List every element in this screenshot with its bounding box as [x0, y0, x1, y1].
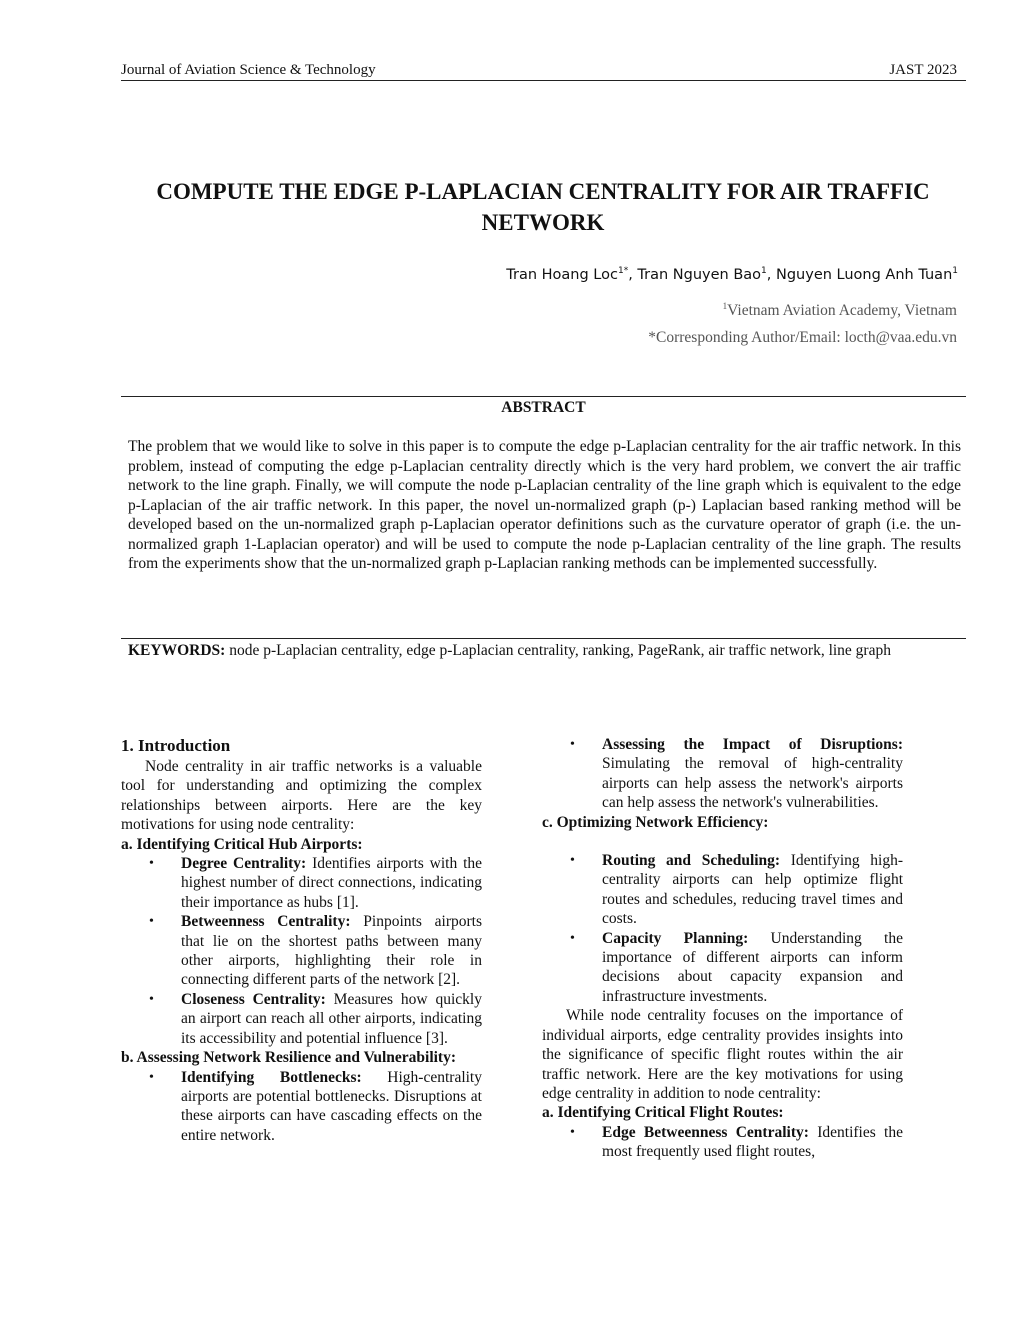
subheading: a. Identifying Critical Flight Routes:	[542, 1104, 784, 1122]
list-item	[542, 735, 903, 813]
list-item-term: Capacity Planning:	[602, 929, 749, 947]
bullet-list	[121, 854, 482, 1048]
abstract-top-rule	[121, 396, 966, 397]
list-item	[121, 990, 482, 1048]
keywords-label: KEYWORDS:	[128, 642, 226, 659]
bullet-icon: •	[149, 914, 154, 930]
bullet-icon: •	[570, 930, 575, 946]
bullet-icon: •	[570, 1124, 575, 1140]
list-item-term: Routing and Scheduling:	[602, 852, 781, 870]
list-item	[542, 1123, 903, 1162]
author-affil-mark: 1	[761, 266, 767, 276]
affiliation-mark: 1	[722, 301, 728, 311]
abstract-body: The problem that we would like to solve in this paper is to compute the edge p-Laplacian centrality for the air traffic network. In this problem, instead of computing the edge p-Laplacian centrality directly which is the very hard problem, we convert the air traffic network to the line graph. Finally, we will compute the node p-Laplacian centrality of the line graph which is equivalent to the edge p-Laplacian of the air traffic network. In this paper, the novel un-normalized graph (p-) Laplacian based ranking method will be developed based on the un-normalized graph p-Laplacian operator definitions such as the curvature operator of graph (i.e. the un-normalized graph 1-Laplacian operator) and will be used to compute the node p-Laplacian centrality of the line graph. The results from the experiments show that the un-normalized graph p-Laplacian ranking methods can be implemented successfully.	[128, 438, 961, 572]
corresponding-author: *Corresponding Author/Email: locth@vaa.edu.vn	[648, 329, 957, 346]
abstract-heading: ABSTRACT	[501, 399, 586, 416]
list-item	[542, 851, 903, 929]
bullet-icon: •	[570, 853, 575, 869]
bullet-list	[542, 851, 903, 1006]
affiliation	[723, 295, 957, 322]
bullet-icon: •	[570, 737, 575, 752]
list-item-term: Closeness Centrality:	[181, 990, 326, 1008]
bullet-list	[542, 1123, 903, 1162]
author-separator: ,	[628, 267, 638, 283]
bullet-icon: •	[149, 991, 154, 1007]
author-list	[506, 260, 958, 286]
journal-issue: JAST 2023	[889, 62, 957, 78]
running-header	[121, 60, 966, 81]
subheading: a. Identifying Critical Hub Airports:	[121, 835, 363, 853]
list-item	[121, 854, 482, 912]
list-item-term: Betweenness Centrality:	[181, 913, 351, 931]
list-item-text: Pinpoints airports that lie on the shortest paths between many other airports, highlighting their role in connecting different parts of the network [2].	[181, 913, 482, 989]
keywords-text: node p-Laplacian centrality, edge p-Laplacian centrality, ranking, PageRank, air traffic network, line graph	[225, 642, 891, 659]
keywords-rule	[121, 638, 966, 639]
list-item-text: Identifying high-centrality airports can help optimize flight routes and schedules, reducing travel times and costs.	[602, 852, 903, 928]
author-separator: ,	[766, 267, 776, 283]
list-item-term: Assessing the Impact of Disruptions:	[602, 736, 903, 753]
bullet-icon: •	[149, 856, 154, 872]
list-item-text: Identifies airports with the highest number of direct connections, indicating their importance as hubs [1].	[181, 855, 483, 911]
paper-title: COMPUTE THE EDGE P-LAPLACIAN CENTRALITY FOR AIR TRAFFIC NETWORK	[156, 179, 930, 235]
author-affil-mark: 1*	[617, 266, 629, 276]
body-paragraph: While node centrality focuses on the importance of individual airports, edge centrality provides insights into the significance of specific flight routes within the air traffic network. Here are the key motivations for using edge centrality in addition to node centrality:	[542, 1007, 903, 1102]
bullet-icon: •	[149, 1069, 154, 1085]
author-affil-mark: 1	[952, 266, 958, 276]
subheading: c. Optimizing Network Efficiency:	[542, 813, 769, 831]
list-item	[121, 912, 482, 990]
intro-paragraph: Node centrality in air traffic networks is a valuable tool for understanding and optimizing the complex relationships between airports. Here are the key motivations for using node centrality:	[121, 758, 482, 834]
list-item-term: Identifying Bottlenecks:	[181, 1068, 362, 1086]
right-column	[542, 735, 903, 1162]
keywords	[128, 641, 968, 661]
left-column	[121, 735, 482, 1145]
bullet-list	[542, 735, 903, 813]
list-item-text: Identifies the most frequently used flight routes,	[602, 1123, 903, 1161]
list-item	[542, 929, 903, 1007]
journal-name: Journal of Aviation Science & Technology	[121, 62, 376, 78]
list-item-term: Edge Betweenness Centrality:	[602, 1123, 809, 1141]
affiliation-text: Vietnam Aviation Academy, Vietnam	[727, 302, 957, 319]
list-item-text: Simulating the removal of high-centrality airports can help assess the network's airports can help assess the network's vulnerabilities.	[602, 755, 903, 812]
author-name: Tran Nguyen Bao	[637, 267, 762, 283]
author-name: Tran Hoang Loc	[506, 267, 618, 283]
list-item	[121, 1068, 482, 1146]
list-item-text: Measures how quickly an airport can reach all other airports, indicating its accessibility and potential influence [3].	[181, 990, 482, 1047]
bullet-list	[121, 1068, 482, 1146]
spacer	[542, 832, 903, 851]
section-heading: 1. Introduction	[121, 736, 231, 755]
subheading: b. Assessing Network Resilience and Vulnerability:	[121, 1049, 457, 1067]
list-item-term: Degree Centrality:	[181, 855, 307, 873]
author-name: Nguyen Luong Anh Tuan	[776, 267, 953, 283]
list-item-text: Understanding the importance of different airports can inform decisions about capacity expansion and infrastructure investments.	[602, 929, 903, 1005]
list-item-text: High-centrality airports are potential bottlenecks. Disruptions at these airports can have cascading effects on the entire network.	[181, 1068, 482, 1144]
